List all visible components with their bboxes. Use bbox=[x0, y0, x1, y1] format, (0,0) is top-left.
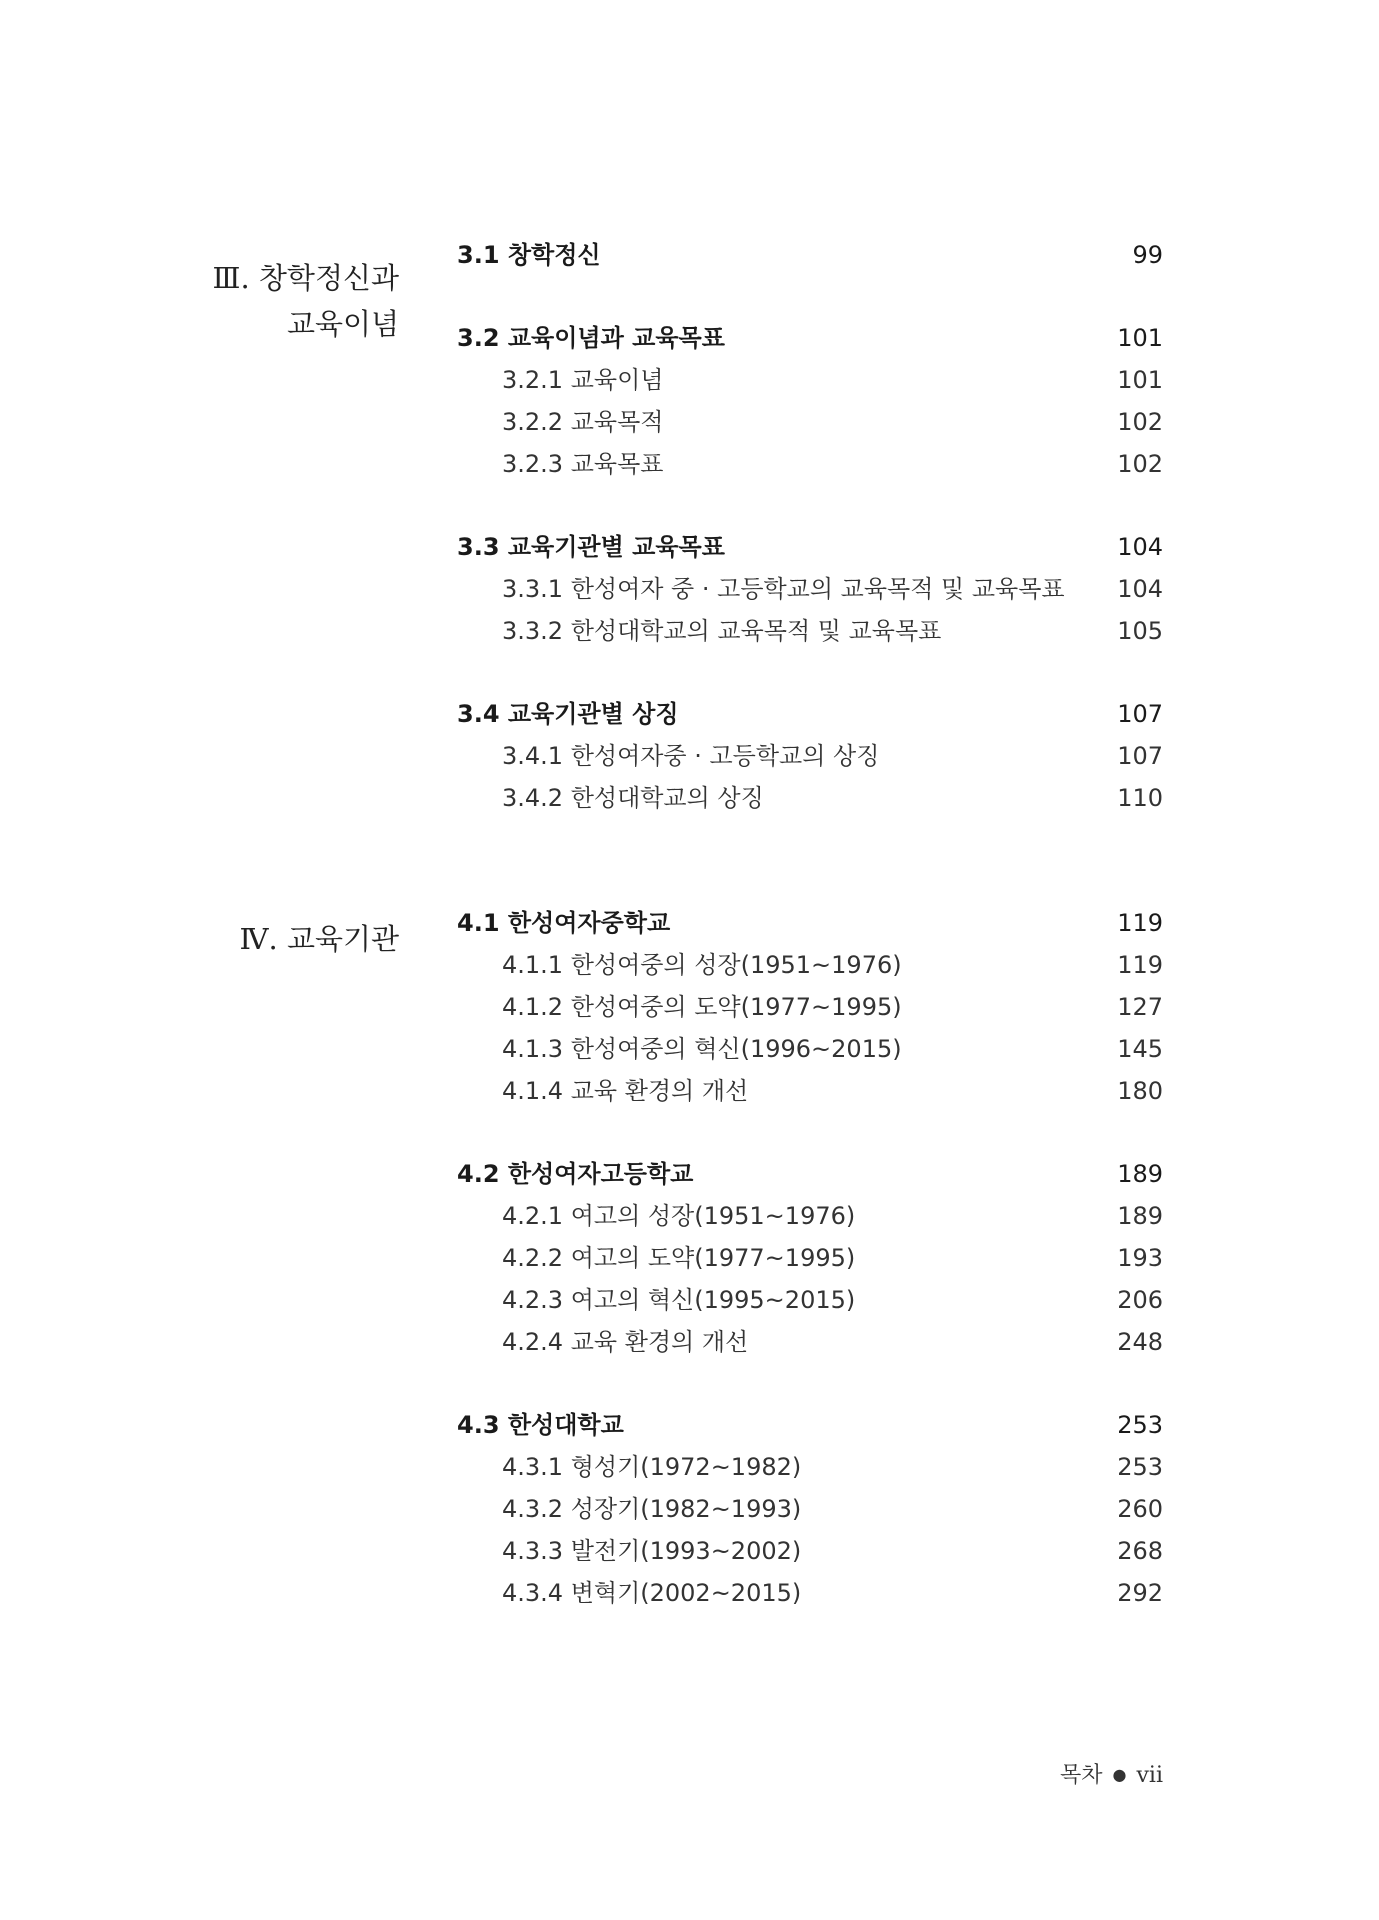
toc-entry-page: 110 bbox=[1117, 784, 1163, 812]
toc-entry-3-3-2[interactable] bbox=[0, 614, 1379, 648]
toc-entry-page: 180 bbox=[1117, 1077, 1163, 1105]
toc-entry-label: 4.1.3 한성여중의 혁신(1996~2015) bbox=[502, 1035, 902, 1063]
toc-entry-page: 206 bbox=[1117, 1286, 1163, 1314]
toc-entry-4-1-2[interactable] bbox=[0, 990, 1379, 1024]
toc-entry-label: 3.4.2 한성대학교의 상징 bbox=[502, 784, 764, 812]
toc-entry-page: 119 bbox=[1117, 951, 1163, 979]
part-title-line: Ⅲ. 창학정신과 bbox=[212, 261, 399, 295]
toc-entry-page: 127 bbox=[1117, 993, 1163, 1021]
toc-entry-page: 105 bbox=[1117, 617, 1163, 645]
toc-entry-page: 99 bbox=[1132, 241, 1163, 269]
toc-entry-3-4[interactable] bbox=[0, 697, 1379, 731]
toc-entry-3-4-2[interactable] bbox=[0, 781, 1379, 815]
toc-entry-page: 145 bbox=[1117, 1035, 1163, 1063]
toc-entry-4-1-1[interactable] bbox=[0, 948, 1379, 982]
toc-entry-page: 253 bbox=[1117, 1453, 1163, 1481]
toc-entry-label: 4.3.1 형성기(1972~1982) bbox=[502, 1453, 802, 1481]
toc-entry-4-3-2[interactable] bbox=[0, 1492, 1379, 1526]
toc-entry-page: 260 bbox=[1117, 1495, 1163, 1523]
toc-entry-label: 3.3.1 한성여자 중 · 고등학교의 교육목적 및 교육목표 bbox=[502, 575, 1065, 603]
toc-entry-3-3-1[interactable] bbox=[0, 572, 1379, 606]
toc-entry-page: 189 bbox=[1117, 1202, 1163, 1230]
toc-entry-4-2[interactable] bbox=[0, 1157, 1379, 1191]
toc-entry-3-2-1[interactable] bbox=[0, 363, 1379, 397]
toc-entry-page: 104 bbox=[1117, 575, 1163, 603]
toc-entry-4-1-3[interactable] bbox=[0, 1032, 1379, 1066]
toc-entry-3-2[interactable] bbox=[0, 321, 1379, 355]
toc-entry-4-3-4[interactable] bbox=[0, 1576, 1379, 1610]
toc-entry-label: 3.2 교육이념과 교육목표 bbox=[457, 324, 725, 352]
toc-entry-label: 3.2.1 교육이념 bbox=[502, 366, 664, 394]
toc-entry-3-4-1[interactable] bbox=[0, 739, 1379, 773]
toc-entry-3-2-3[interactable] bbox=[0, 447, 1379, 481]
toc-entry-label: 4.3.3 발전기(1993~2002) bbox=[502, 1537, 802, 1565]
toc-entry-page: 268 bbox=[1117, 1537, 1163, 1565]
toc-entry-4-1-4[interactable] bbox=[0, 1074, 1379, 1108]
part-title-line: Ⅳ. 교육기관 bbox=[239, 922, 399, 956]
toc-entry-label: 4.1.4 교육 환경의 개선 bbox=[502, 1077, 749, 1105]
toc-entry-4-2-1[interactable] bbox=[0, 1199, 1379, 1233]
toc-entry-label: 3.3.2 한성대학교의 교육목적 및 교육목표 bbox=[502, 617, 942, 645]
toc-entry-page: 107 bbox=[1117, 742, 1163, 770]
page-number: vii bbox=[1136, 1763, 1163, 1788]
toc-entry-4-3-1[interactable] bbox=[0, 1450, 1379, 1484]
toc-entry-label: 4.3.4 변혁기(2002~2015) bbox=[502, 1579, 802, 1607]
toc-entry-page: 119 bbox=[1117, 909, 1163, 937]
toc-entry-label: 3.3 교육기관별 교육목표 bbox=[457, 533, 725, 561]
toc-entry-page: 253 bbox=[1117, 1411, 1163, 1439]
toc-entry-page: 102 bbox=[1117, 450, 1163, 478]
toc-entry-label: 4.2.4 교육 환경의 개선 bbox=[502, 1328, 749, 1356]
toc-entry-page: 102 bbox=[1117, 408, 1163, 436]
bullet-icon: ● bbox=[1112, 1765, 1127, 1784]
footer-section-label: 목차 bbox=[1060, 1763, 1103, 1788]
toc-entry-label: 4.2.3 여고의 혁신(1995~2015) bbox=[502, 1286, 856, 1314]
toc-entry-label: 4.3 한성대학교 bbox=[457, 1411, 624, 1439]
toc-entry-label: 4.2.2 여고의 도약(1977~1995) bbox=[502, 1244, 856, 1272]
toc-entry-page: 101 bbox=[1117, 366, 1163, 394]
toc-entry-label: 4.1.2 한성여중의 도약(1977~1995) bbox=[502, 993, 902, 1021]
toc-entry-3-2-2[interactable] bbox=[0, 405, 1379, 439]
toc-entry-label: 3.4.1 한성여자중 · 고등학교의 상징 bbox=[502, 742, 880, 770]
toc-entry-3-1[interactable] bbox=[0, 238, 1379, 272]
toc-entry-label: 3.2.2 교육목적 bbox=[502, 408, 664, 436]
toc-entry-label: 4.2 한성여자고등학교 bbox=[457, 1160, 694, 1188]
toc-entry-page: 189 bbox=[1117, 1160, 1163, 1188]
toc-entry-label: 4.1.1 한성여중의 성장(1951~1976) bbox=[502, 951, 902, 979]
toc-entry-page: 193 bbox=[1117, 1244, 1163, 1272]
toc-entry-4-3-3[interactable] bbox=[0, 1534, 1379, 1568]
toc-entry-label: 3.2.3 교육목표 bbox=[502, 450, 664, 478]
toc-entry-label: 3.1 창학정신 bbox=[457, 241, 601, 269]
toc-entry-label: 3.4 교육기관별 상징 bbox=[457, 700, 679, 728]
toc-entry-page: 248 bbox=[1117, 1328, 1163, 1356]
toc-entry-page: 292 bbox=[1117, 1579, 1163, 1607]
toc-entry-page: 107 bbox=[1117, 700, 1163, 728]
part-title-line: 교육이념 bbox=[286, 307, 399, 341]
toc-entry-label: 4.3.2 성장기(1982~1993) bbox=[502, 1495, 802, 1523]
toc-entry-page: 101 bbox=[1117, 324, 1163, 352]
toc-entry-4-2-2[interactable] bbox=[0, 1241, 1379, 1275]
toc-entry-4-3[interactable] bbox=[0, 1408, 1379, 1442]
toc-entry-page: 104 bbox=[1117, 533, 1163, 561]
toc-entry-label: 4.2.1 여고의 성장(1951~1976) bbox=[502, 1202, 856, 1230]
toc-entry-label: 4.1 한성여자중학교 bbox=[457, 909, 671, 937]
page-footer bbox=[1060, 1760, 1163, 1791]
toc-entry-4-2-4[interactable] bbox=[0, 1325, 1379, 1359]
toc-entry-4-2-3[interactable] bbox=[0, 1283, 1379, 1317]
toc-entry-4-1[interactable] bbox=[0, 906, 1379, 940]
toc-entry-3-3[interactable] bbox=[0, 530, 1379, 564]
